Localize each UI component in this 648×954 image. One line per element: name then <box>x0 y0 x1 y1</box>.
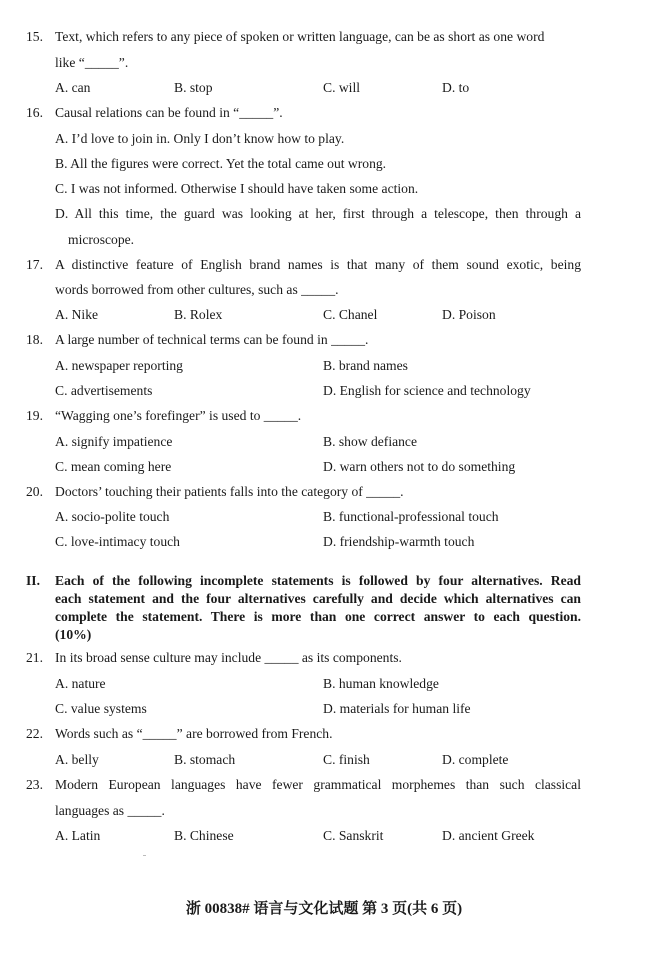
question-number: 19. <box>26 408 43 423</box>
option-a: A. belly <box>55 752 99 767</box>
question-stem: languages as _____. <box>55 803 165 818</box>
option-d: D. ancient Greek <box>442 828 535 843</box>
option-a: A. socio-polite touch <box>55 509 170 524</box>
question-number: 22. <box>26 726 43 741</box>
option-b: B. human knowledge <box>323 676 439 691</box>
question-number: 21. <box>26 650 43 665</box>
option-b: B. brand names <box>323 358 408 373</box>
section-number: II. <box>26 573 40 588</box>
question-stem: Words such as “_____” are borrowed from French. <box>55 726 333 741</box>
option-b: B. stomach <box>174 752 236 767</box>
option-a: A. I’d love to join in. Only I don’t know how to play. <box>55 131 345 146</box>
option-d: D. friendship-warmth touch <box>323 534 475 549</box>
option-d: D. materials for human life <box>323 701 471 716</box>
option-b: B. Rolex <box>174 307 223 322</box>
option-c: C. mean coming here <box>55 459 172 474</box>
question-stem: A distinctive feature of English brand names is that many of them sound exotic, being <box>55 257 581 272</box>
question-stem: Text, which refers to any piece of spoken or written language, can be as short as one word <box>55 29 545 44</box>
option-c: C. Chanel <box>323 307 378 322</box>
option-d: D. All this time, the guard was looking at her, first through a telescope, then through a <box>55 206 581 221</box>
question-stem: A large number of technical terms can be found in _____. <box>55 332 369 347</box>
section-instruction: complete the statement. There is more than one correct answer to each question. <box>55 609 581 624</box>
section-instruction: (10%) <box>55 627 92 642</box>
question-stem: Causal relations can be found in “_____”. <box>55 105 283 120</box>
question-number: 18. <box>26 332 43 347</box>
scan-speck <box>143 855 146 856</box>
option-a: A. nature <box>55 676 106 691</box>
question-stem: “Wagging one’s forefinger” is used to _____. <box>55 408 302 423</box>
question-stem: words borrowed from other cultures, such as _____. <box>55 282 339 297</box>
question-stem: In its broad sense culture may include _____ as its components. <box>55 650 402 665</box>
option-a: A. newspaper reporting <box>55 358 183 373</box>
option-b: B. stop <box>174 80 213 95</box>
option-b: B. All the figures were correct. Yet the total came out wrong. <box>55 156 387 171</box>
option-d-continued: microscope. <box>68 232 135 247</box>
option-c: C. finish <box>323 752 370 767</box>
question-number: 17. <box>26 257 43 272</box>
option-c: C. value systems <box>55 701 147 716</box>
option-c: C. love-intimacy touch <box>55 534 180 549</box>
option-a: A. signify impatience <box>55 434 173 449</box>
option-d: D. complete <box>442 752 509 767</box>
option-a: A. Nike <box>55 307 99 322</box>
option-d: D. English for science and technology <box>323 383 531 398</box>
option-b: B. functional-professional touch <box>323 509 499 524</box>
question-number: 20. <box>26 484 43 499</box>
section-instruction: Each of the following incomplete statements is followed by four alternatives. Read <box>55 573 581 588</box>
option-c: C. I was not informed. Otherwise I should have taken some action. <box>55 181 419 196</box>
option-b: B. Chinese <box>174 828 234 843</box>
option-b: B. show defiance <box>323 434 417 449</box>
option-a: A. Latin <box>55 828 101 843</box>
option-d: D. Poison <box>442 307 496 322</box>
page-footer: 浙 00838# 语言与文化试题 第 3 页(共 6 页) <box>185 901 463 917</box>
question-number: 16. <box>26 105 43 120</box>
question-stem: like “_____”. <box>55 55 129 70</box>
option-c: C. will <box>323 80 361 95</box>
question-stem: Modern European languages have fewer grammatical morphemes than such classical <box>55 777 581 792</box>
question-stem: Doctors’ touching their patients falls into the category of _____. <box>55 484 404 499</box>
question-number: 23. <box>26 777 43 792</box>
option-c: C. advertisements <box>55 383 153 398</box>
question-number: 15. <box>26 29 43 44</box>
option-d: D. warn others not to do something <box>323 459 516 474</box>
section-instruction: each statement and the four alternatives carefully and decide which alternatives can <box>55 591 581 606</box>
option-d: D. to <box>442 80 470 95</box>
option-c: C. Sanskrit <box>323 828 384 843</box>
option-a: A. can <box>55 80 91 95</box>
